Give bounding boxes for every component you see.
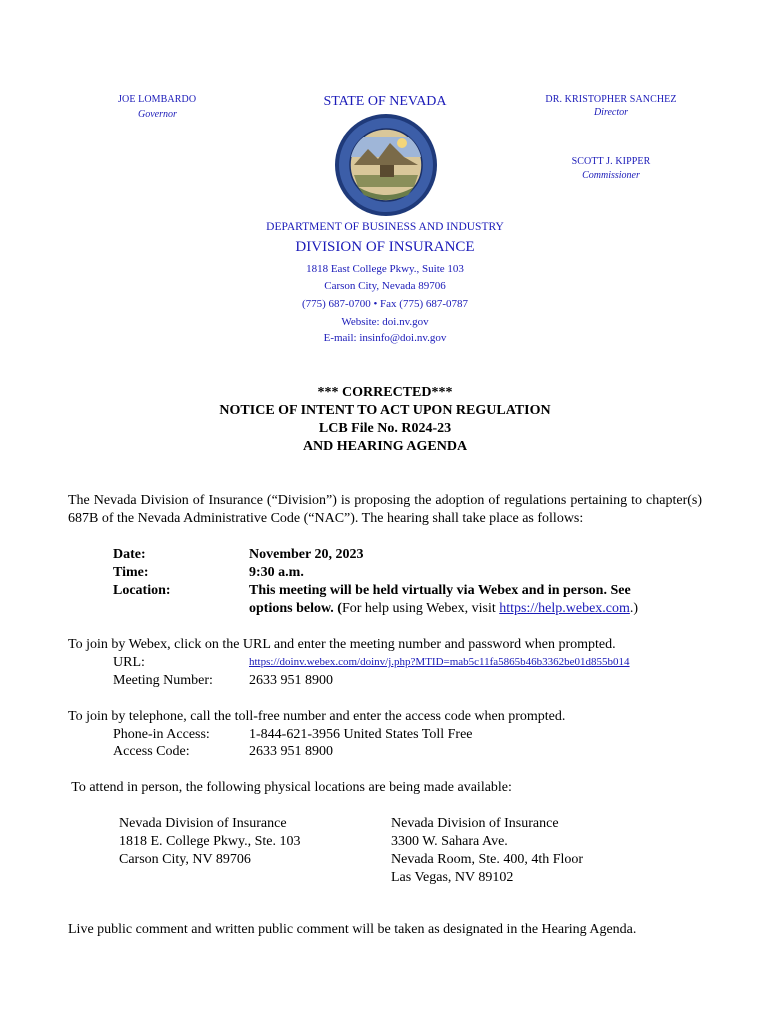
access-code-value: 2633 951 8900 — [249, 744, 333, 759]
phone-access-value: 1-844-621-3956 United States Toll Free — [249, 727, 473, 742]
date-value: November 20, 2023 — [249, 547, 364, 562]
location-label: Location: — [113, 583, 171, 598]
in-person-intro: To attend in person, the following physical locations are being made available: — [68, 780, 512, 795]
webex-meeting-link[interactable]: https://doinv.webex.com/doinv/j.php?MTID=mab5c11fa5865b46b3362be01d855b014 — [249, 656, 630, 668]
webex-help-link[interactable]: https://help.webex.com — [499, 601, 630, 616]
hearing-agenda-title: AND HEARING AGENDA — [302, 439, 468, 454]
time-label: Time: — [113, 565, 149, 580]
location-value-line1: This meeting will be held virtually via Webex and in person. See — [249, 583, 631, 598]
division-website[interactable]: Website: doi.nv.gov — [341, 316, 429, 328]
location-line: 1818 E. College Pkwy., Ste. 103 — [119, 834, 301, 849]
lcb-file-number: LCB File No. R024-23 — [318, 421, 452, 436]
phone-intro: To join by telephone, call the toll-free number and enter the access code when prompted. — [68, 709, 566, 724]
intro-paragraph: The Nevada Division of Insurance (“Division”) is proposing the adoption of regulations pertaining to chapter(s) 687B of the Nevada Administrative Code (“NAC”). The hearing shall take place as follows: — [68, 493, 702, 526]
location-line: Carson City, NV 89706 — [119, 852, 251, 867]
department-name: DEPARTMENT OF BUSINESS AND INDUSTRY — [266, 221, 504, 233]
phone-access-label: Phone-in Access: — [113, 727, 210, 742]
division-address-line2: Carson City, Nevada 89706 — [324, 280, 446, 292]
director-title: Director — [593, 107, 629, 118]
division-email[interactable]: E-mail: insinfo@doi.nv.gov — [323, 332, 447, 344]
commissioner-name: SCOTT J. KIPPER — [571, 156, 651, 167]
notice-title: NOTICE OF INTENT TO ACT UPON REGULATION — [219, 403, 551, 418]
notice-corrected: *** CORRECTED*** — [317, 385, 453, 400]
director-name: DR. KRISTOPHER SANCHEZ — [545, 94, 677, 105]
location-value-line2 — [249, 600, 638, 618]
nevada-state-seal-icon — [334, 113, 438, 217]
division-name: DIVISION OF INSURANCE — [295, 239, 475, 255]
webex-help-text: For help using Webex, visit — [341, 601, 500, 616]
location-line: Las Vegas, NV 89102 — [391, 870, 514, 885]
webex-intro: To join by Webex, click on the URL and enter the meeting number and password when prompted. — [68, 637, 616, 652]
webex-help-end: .) — [629, 601, 639, 616]
location-line: 3300 W. Sahara Ave. — [391, 834, 508, 849]
governor-name: JOE LOMBARDO — [118, 94, 197, 105]
division-address-line1: 1818 East College Pkwy., Suite 103 — [306, 263, 464, 275]
location-line: Nevada Division of Insurance — [119, 816, 287, 831]
url-label: URL: — [113, 655, 145, 670]
closing-paragraph: Live public comment and written public comment will be taken as designated in the Hearing Agenda. — [68, 922, 637, 937]
date-label: Date: — [113, 547, 146, 562]
division-phone-fax: (775) 687-0700 • Fax (775) 687-0787 — [301, 298, 469, 310]
location-carson-city — [119, 815, 300, 869]
location-las-vegas — [391, 815, 583, 887]
commissioner-title: Commissioner — [582, 170, 640, 181]
meeting-number-value: 2633 951 8900 — [249, 673, 333, 688]
time-value: 9:30 a.m. — [249, 565, 304, 580]
location-line: Nevada Room, Ste. 400, 4th Floor — [391, 852, 584, 867]
location-options-text: options below. ( — [249, 601, 342, 616]
location-line: Nevada Division of Insurance — [391, 816, 559, 831]
governor-title: Governor — [138, 109, 177, 120]
meeting-number-label: Meeting Number: — [113, 673, 213, 688]
state-title: STATE OF NEVADA — [323, 94, 447, 109]
access-code-label: Access Code: — [113, 744, 190, 759]
